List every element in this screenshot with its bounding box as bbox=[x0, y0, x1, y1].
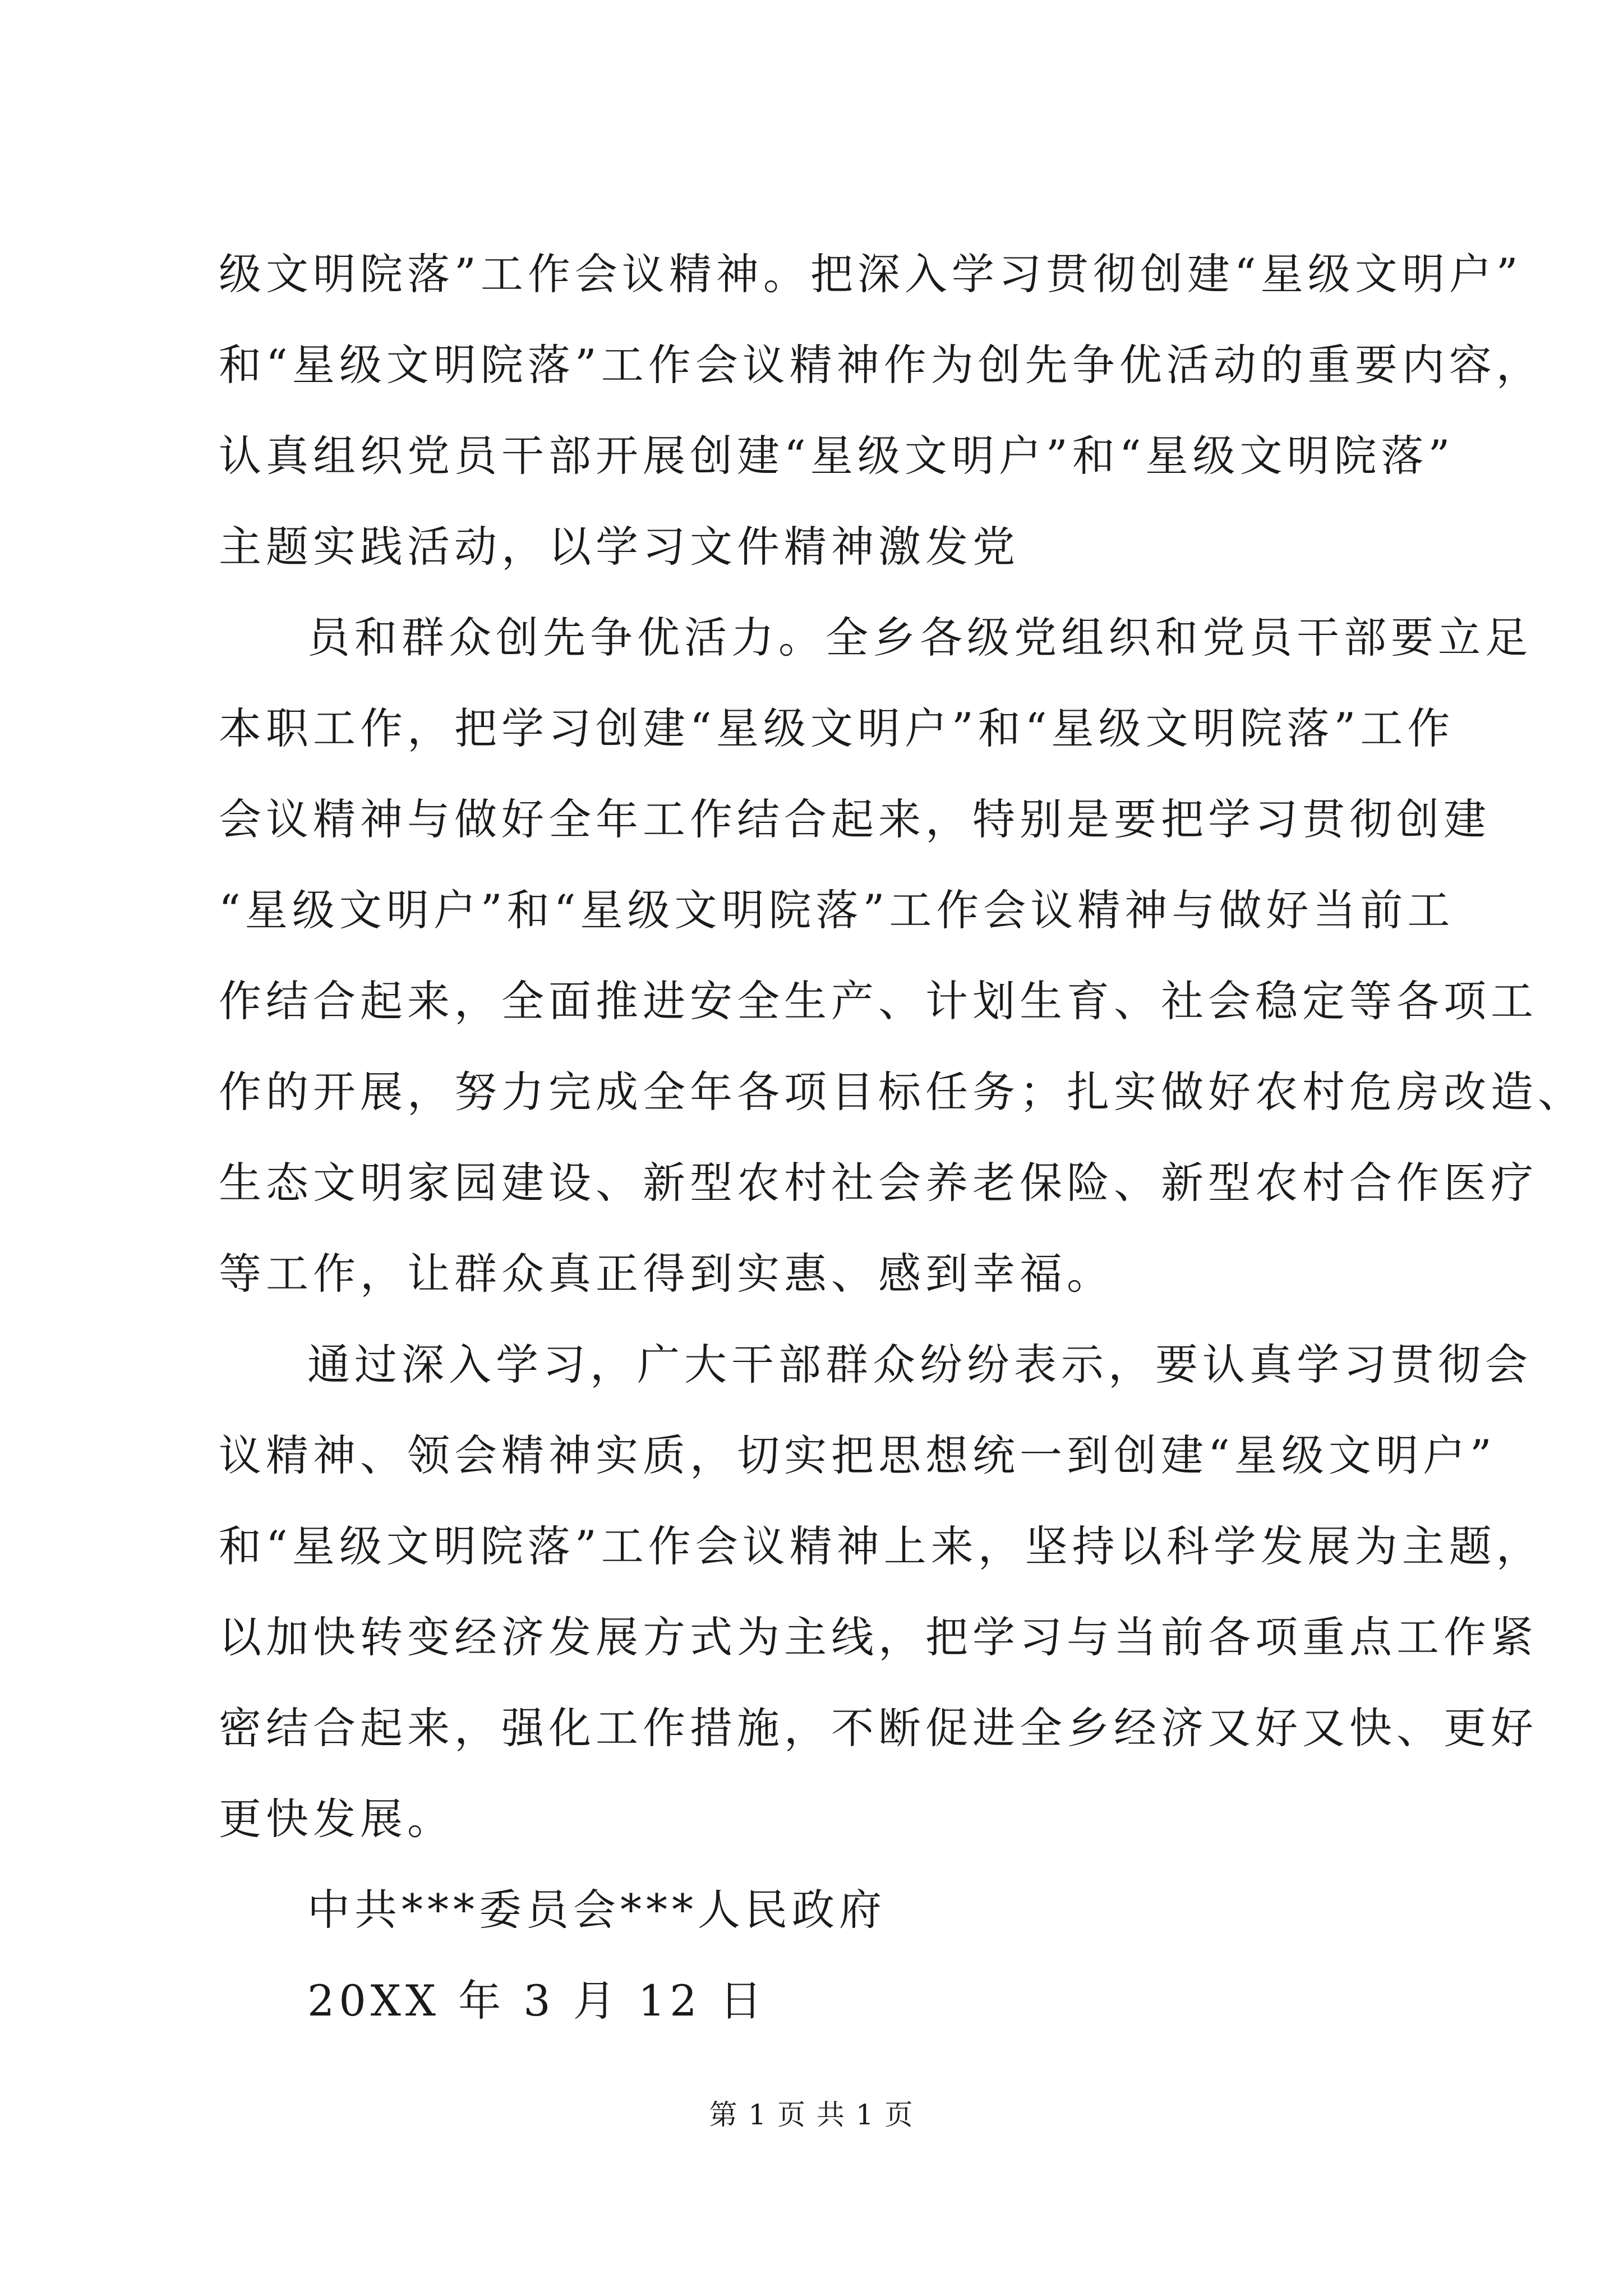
body-line: 本职工作，把学习创建“星级文明户”和“星级文明院落”工作 bbox=[219, 703, 1455, 753]
body-line: 生态文明家园建设、新型农村社会养老保险、新型农村合作医疗 bbox=[219, 1158, 1538, 1208]
document-body bbox=[219, 229, 1585, 2046]
page-number-label: 第 1 页 共 1 页 bbox=[709, 2099, 914, 2131]
page-footer bbox=[0, 2092, 1623, 2137]
body-line: 员和群众创先争优活力。全乡各级党组织和党员干部要立足 bbox=[307, 613, 1532, 662]
body-line: 和“星级文明院落”工作会议精神上来，坚持以科学发展为主题， bbox=[219, 1521, 1543, 1571]
body-line: 认真组织党员干部开展创建“星级文明户”和“星级文明院落” bbox=[219, 431, 1455, 481]
signature-organization: 中共***委员会***人民政府 bbox=[307, 1885, 886, 1935]
body-line: 作的开展，努力完成全年各项目标任务；扎实做好农村危房改造、 bbox=[219, 1067, 1585, 1117]
body-line: 以加快转变经济发展方式为主线，把学习与当前各项重点工作紧 bbox=[219, 1612, 1538, 1662]
body-line: 密结合起来，强化工作措施，不断促进全乡经济又好又快、更好 bbox=[219, 1703, 1538, 1753]
body-line: 主题实践活动，以学习文件精神激发党 bbox=[219, 522, 1020, 572]
body-line: 会议精神与做好全年工作结合起来，特别是要把学习贯彻创建 bbox=[219, 794, 1491, 844]
signature-date: 20XX 年 3 月 12 日 bbox=[307, 1976, 767, 2026]
body-line: 更快发展。 bbox=[219, 1794, 454, 1844]
body-line: 和“星级文明院落”工作会议精神作为创先争优活动的重要内容， bbox=[219, 340, 1543, 390]
body-line: 议精神、领会精神实质，切实把思想统一到创建“星级文明户” bbox=[219, 1430, 1496, 1480]
body-line: 作结合起来，全面推进安全生产、计划生育、社会稳定等各项工 bbox=[219, 976, 1538, 1026]
body-line: 级文明院落”工作会议精神。把深入学习贯彻创建“星级文明户” bbox=[219, 249, 1523, 299]
body-line: “星级文明户”和“星级文明院落”工作会议精神与做好当前工 bbox=[219, 885, 1455, 935]
body-line: 通过深入学习，广大干部群众纷纷表示，要认真学习贯彻会 bbox=[307, 1340, 1532, 1389]
body-line: 等工作，让群众真正得到实惠、感到幸福。 bbox=[219, 1249, 1114, 1299]
